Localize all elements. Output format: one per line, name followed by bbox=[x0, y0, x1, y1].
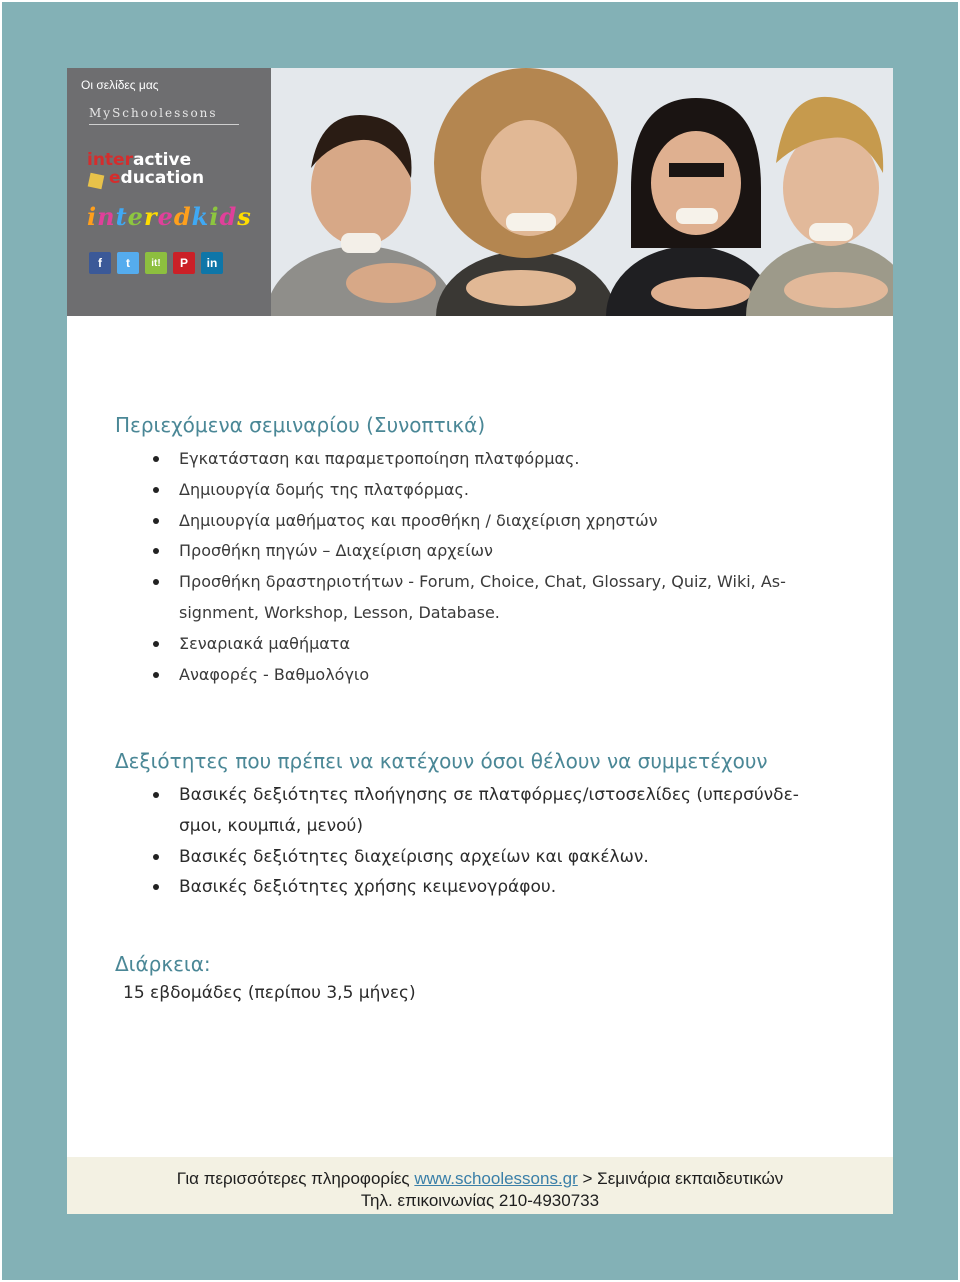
list-item: Βασικές δεξιότητες χρήσης κειμενογράφου. bbox=[127, 872, 799, 903]
footer bbox=[67, 1157, 893, 1214]
pinterest-icon[interactable]: P bbox=[173, 252, 195, 274]
document-page bbox=[67, 68, 893, 1214]
website-link[interactable]: www.schoolessons.gr bbox=[414, 1169, 578, 1188]
contents-list bbox=[127, 444, 786, 690]
facebook-icon[interactable]: f bbox=[89, 252, 111, 274]
footer-phone-line: Τηλ. επικοινωνίας 210-4930733 bbox=[360, 1191, 600, 1210]
footer-suffix: > Σεμινάρια εκπαιδευτικών bbox=[577, 1169, 784, 1188]
list-item: Δημιουργία δομής της πλατφόρμας. bbox=[127, 475, 786, 506]
skills-list bbox=[127, 780, 799, 903]
logo-inter: inter bbox=[87, 150, 133, 170]
myschoolessons-logo[interactable] bbox=[89, 106, 218, 120]
duration-heading: Διάρκεια: bbox=[115, 952, 211, 976]
header-sidebar bbox=[67, 68, 271, 316]
interactive-education-logo-line1[interactable] bbox=[87, 150, 191, 170]
list-item: Δημιουργία μαθήματος και προσθήκη / διαχείριση χρηστών bbox=[127, 506, 786, 537]
sidebar-title: Οι σελίδες μας bbox=[81, 78, 159, 92]
contents-heading: Περιεχόμενα σεμιναρίου (Συνοπτικά) bbox=[115, 413, 486, 437]
students-photo-illustration bbox=[271, 68, 893, 316]
list-item: Βασικές δεξιότητες διαχείρισης αρχείων και φακέλων. bbox=[127, 842, 799, 873]
logo-underline bbox=[89, 124, 239, 125]
scoopit-icon[interactable]: it! bbox=[145, 252, 167, 274]
list-item: Προσθήκη πηγών – Διαχείριση αρχείων bbox=[127, 536, 786, 567]
list-item: Βασικές δεξιότητες πλοήγησης σε πλατφόρμες/ιστοσελίδες (υπερσύνδε- bbox=[127, 780, 799, 811]
list-item-continuation: σμοι, κουμπιά, μενού) bbox=[179, 815, 363, 836]
list-item: Προσθήκη δραστηριοτήτων - Forum, Choice, Chat, Glossary, Quiz, Wiki, As- bbox=[127, 567, 786, 598]
interactive-education-logo-line2[interactable] bbox=[109, 168, 204, 188]
linkedin-icon[interactable]: in bbox=[201, 252, 223, 274]
interedkids-logo[interactable] bbox=[87, 202, 252, 231]
interedkids-letters: interedkids bbox=[87, 202, 252, 231]
twitter-icon[interactable]: t bbox=[117, 252, 139, 274]
duration-text: 15 εβδομάδες (περίπου 3,5 μήνες) bbox=[123, 983, 416, 1003]
myschoolessons-logo-text: MySchoolessons bbox=[89, 106, 218, 120]
interactive-education-mark-icon bbox=[88, 173, 105, 190]
social-icons-row bbox=[89, 252, 223, 274]
logo-ducation: ducation bbox=[120, 168, 205, 188]
logo-active: active bbox=[132, 150, 192, 170]
students-photo bbox=[271, 68, 893, 316]
logo-e: e bbox=[109, 168, 121, 188]
list-item-continuation: signment, Workshop, Lesson, Database. bbox=[179, 602, 500, 622]
footer-prefix: Για περισσότερες πληροφορίες bbox=[176, 1169, 415, 1188]
list-item: Σεναριακά μαθήματα bbox=[127, 629, 786, 660]
list-item: Αναφορές - Βαθμολόγιο bbox=[127, 660, 786, 691]
skills-heading: Δεξιότητες που πρέπει να κατέχουν όσοι θέλουν να συμμετέχουν bbox=[115, 749, 768, 773]
footer-info-line bbox=[67, 1169, 893, 1189]
list-item: Εγκατάσταση και παραμετροποίηση πλατφόρμας. bbox=[127, 444, 786, 475]
